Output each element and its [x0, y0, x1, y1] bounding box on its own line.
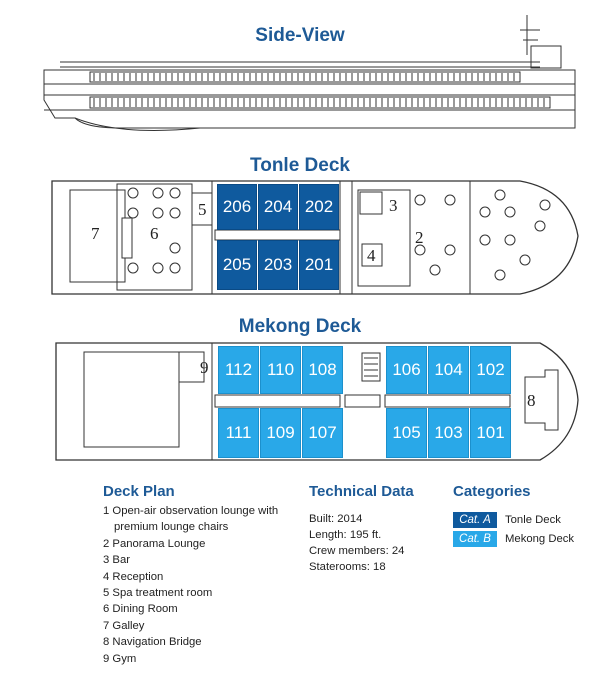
cabin-104: 104	[428, 346, 469, 394]
tech-built: Built: 2014	[309, 513, 363, 525]
categories-heading: Categories	[453, 483, 531, 500]
side-view-title: Side-View	[255, 25, 345, 46]
cabin-108: 108	[302, 346, 343, 394]
cabin-205: 205	[217, 240, 257, 290]
cabin-106: 106	[386, 346, 427, 394]
room-label-dining: 6	[150, 224, 159, 243]
cabin-103: 103	[428, 408, 469, 458]
cabin-105: 105	[386, 408, 427, 458]
deck-plan-item: 7 Galley	[103, 619, 145, 632]
deck-plan-item: 5 Spa treatment room	[103, 587, 213, 600]
room-label-bar: 3	[389, 196, 398, 215]
cabin-102: 102	[470, 346, 511, 394]
tech-length: Length: 195 ft.	[309, 529, 382, 541]
deck-plan-item: 8 Navigation Bridge	[103, 636, 202, 649]
mekong-deck-title: Mekong Deck	[238, 316, 362, 337]
deck-plan-list	[103, 503, 278, 667]
category-a-row	[453, 512, 561, 528]
cabin-111: 111	[218, 408, 259, 458]
tech-crew: Crew members: 24	[309, 545, 405, 557]
deck-plan-item: 9 Gym	[103, 652, 137, 665]
room-label-bridge: 8	[527, 391, 536, 410]
cabin-204: 204	[258, 184, 298, 230]
cabin-101: 101	[470, 408, 511, 458]
side-view-ship	[44, 15, 575, 130]
cabin-201: 201	[299, 240, 339, 290]
cabin-110: 110	[260, 346, 301, 394]
deck-plan-item: 3 Bar	[103, 554, 131, 567]
cabin-202: 202	[299, 184, 339, 230]
category-a-label: Tonle Deck	[505, 514, 561, 526]
deck-plan-heading: Deck Plan	[103, 483, 175, 500]
category-b-row	[453, 531, 574, 547]
room-label-reception: 4	[367, 246, 376, 265]
deck-plan-item: 6 Dining Room	[103, 603, 178, 616]
cabin-109: 109	[260, 408, 301, 458]
technical-data-heading: Technical Data	[309, 483, 414, 500]
deck-plan-item: 4 Reception	[103, 570, 164, 583]
deck-plan-item: 2 Panorama Lounge	[103, 537, 206, 550]
category-a-badge: Cat. A	[453, 512, 497, 528]
room-label-galley: 7	[91, 224, 100, 243]
category-b-badge: Cat. B	[453, 531, 497, 547]
cabin-107: 107	[302, 408, 343, 458]
tech-staterooms: Staterooms: 18	[309, 561, 386, 573]
room-label-spa: 5	[198, 200, 207, 219]
cabin-203: 203	[258, 240, 298, 290]
tonle-deck-title: Tonle Deck	[250, 155, 350, 176]
room-label-panorama: 2	[415, 228, 424, 247]
cabin-206: 206	[217, 184, 257, 230]
deck-plan-item: 1 Open-air observation lounge with	[103, 505, 279, 517]
room-label-gym: 9	[200, 358, 209, 377]
category-b-label: Mekong Deck	[505, 533, 575, 545]
cabin-112: 112	[218, 346, 259, 394]
deck-plan-item: premium lounge chairs	[114, 521, 229, 534]
